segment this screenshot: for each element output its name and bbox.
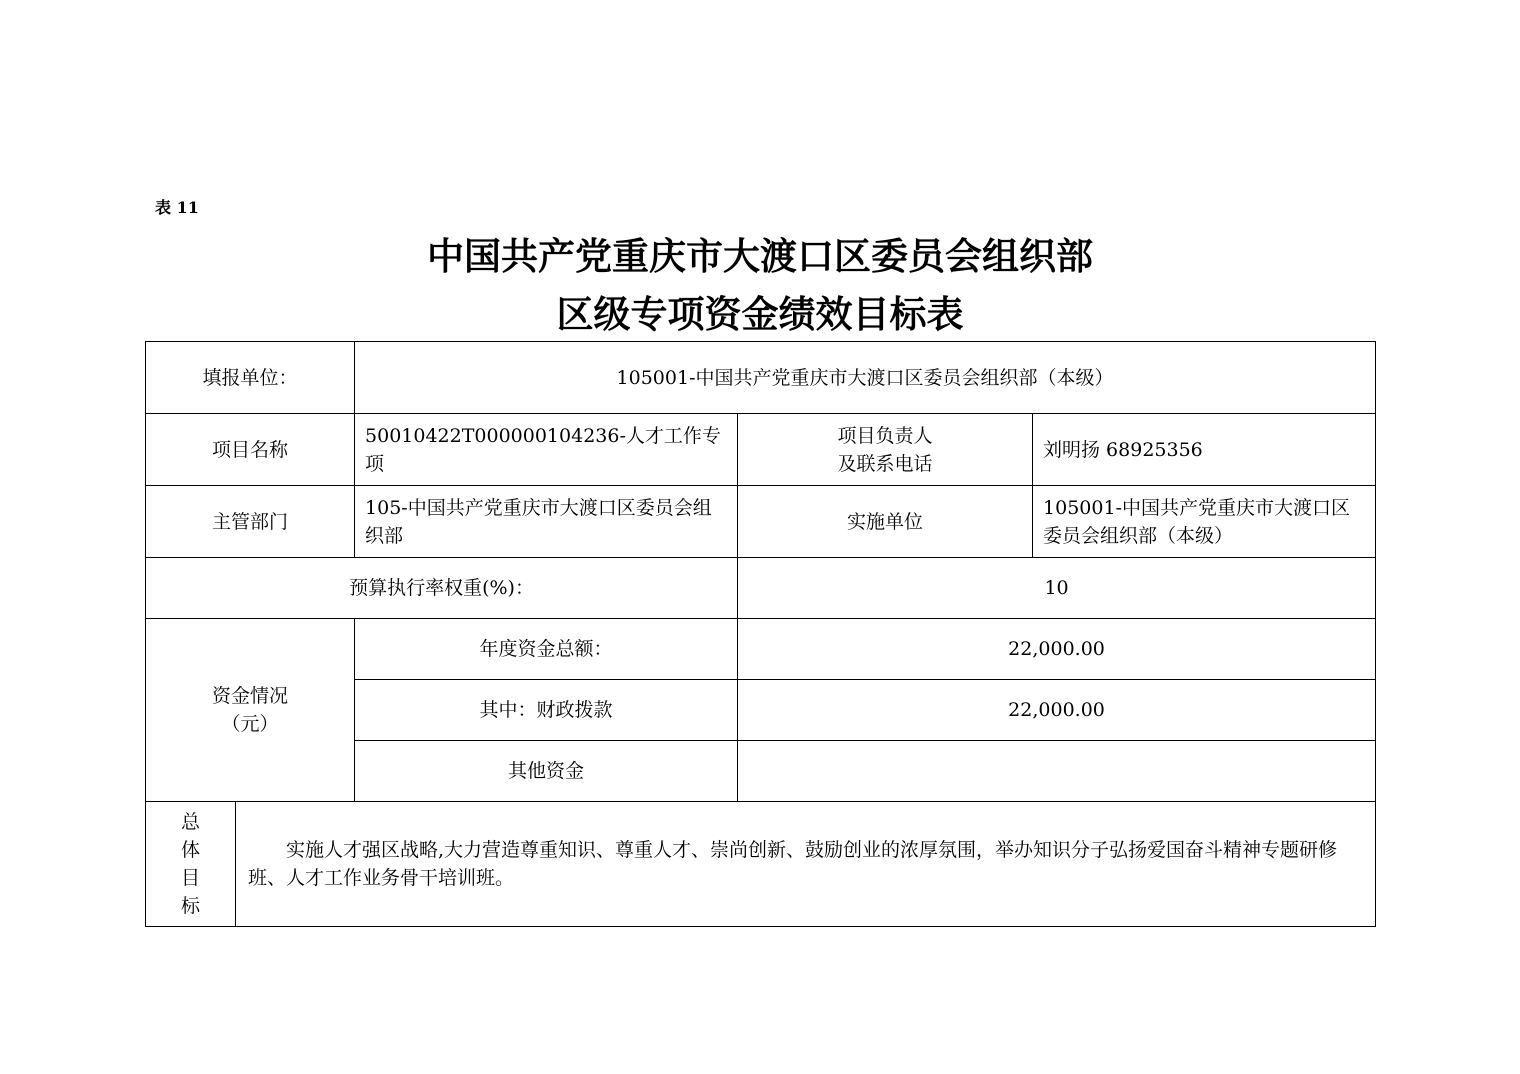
overall-goal-label-char: 目 bbox=[180, 867, 200, 889]
implementing-unit-value: 105001-中国共产党重庆市大渡口区委员会组织部（本级） bbox=[1033, 486, 1376, 558]
funds-label-line1: 资金情况 bbox=[212, 685, 289, 707]
table-row bbox=[146, 486, 1376, 558]
page-subtitle: 区级专项资金绩效目标表 bbox=[556, 293, 964, 336]
project-contact-value: 刘明扬 68925356 bbox=[1033, 414, 1376, 486]
fiscal-allocation-label: 其中：财政拨款 bbox=[355, 680, 738, 741]
overall-goal-label-char: 体 bbox=[180, 839, 200, 861]
page-title: 中国共产党重庆市大渡口区委员会组织部 bbox=[427, 235, 1093, 278]
project-name-value: 50010422T000000104236-人才工作专项 bbox=[355, 414, 738, 486]
project-contact-label-line2: 及联系电话 bbox=[837, 452, 933, 475]
funds-label-line2: （元） bbox=[221, 713, 279, 735]
table-row bbox=[146, 619, 1376, 680]
other-funds-value bbox=[738, 741, 1376, 802]
other-funds-label: 其他资金 bbox=[355, 741, 738, 802]
implementing-unit-label: 实施单位 bbox=[738, 486, 1033, 558]
table-row bbox=[146, 342, 1376, 414]
project-contact-label-line1: 项目负责人 bbox=[837, 424, 933, 447]
budget-weight-value: 10 bbox=[738, 558, 1376, 619]
reporting-unit-label: 填报单位： bbox=[146, 342, 355, 414]
budget-weight-label: 预算执行率权重(%)： bbox=[146, 558, 738, 619]
project-contact-label bbox=[738, 414, 1033, 486]
reporting-unit-value: 105001-中国共产党重庆市大渡口区委员会组织部（本级） bbox=[355, 342, 1376, 414]
supervising-dept-value: 105-中国共产党重庆市大渡口区委员会组织部 bbox=[355, 486, 738, 558]
annual-total-value: 22,000.00 bbox=[738, 619, 1376, 680]
overall-goal-label-char: 总 bbox=[180, 811, 200, 833]
supervising-dept-label: 主管部门 bbox=[146, 486, 355, 558]
performance-target-table bbox=[145, 341, 1376, 927]
table-row bbox=[146, 414, 1376, 486]
overall-goal-label-char: 标 bbox=[180, 895, 200, 917]
table-row bbox=[146, 558, 1376, 619]
funds-label bbox=[146, 619, 355, 802]
overall-goal-text: 实施人才强区战略,大力营造尊重知识、尊重人才、崇尚创新、鼓励创业的浓厚氛围，举办知识分子弘扬爱国奋斗精神专题研修班、人才工作业务骨干培训班。 bbox=[236, 802, 1376, 927]
annual-total-label: 年度资金总额： bbox=[355, 619, 738, 680]
overall-goal-label bbox=[146, 802, 236, 927]
table-row bbox=[146, 802, 1376, 927]
fiscal-allocation-value: 22,000.00 bbox=[738, 680, 1376, 741]
table-number: 表 11 bbox=[155, 198, 199, 217]
project-name-label: 项目名称 bbox=[146, 414, 355, 486]
